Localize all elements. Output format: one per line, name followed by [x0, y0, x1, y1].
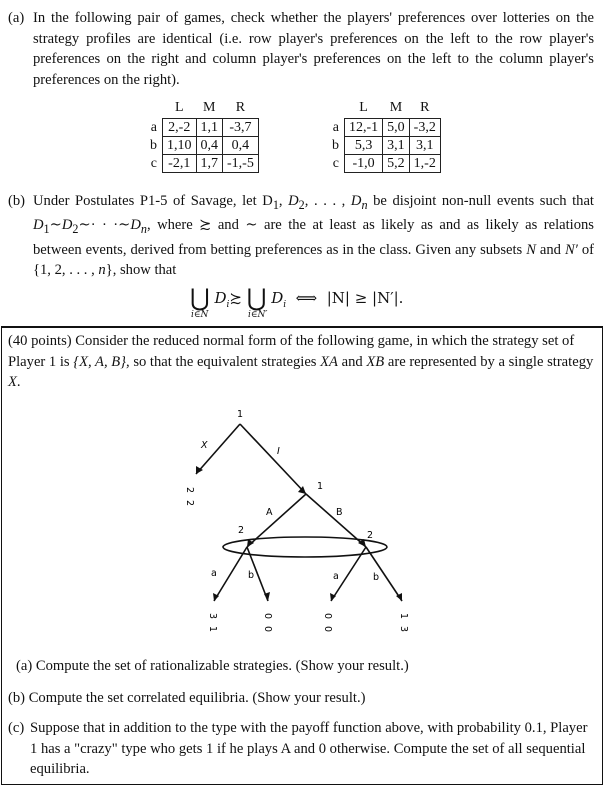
payoff-3-2: 0 [322, 626, 333, 633]
formula-sub-left: i∈N [191, 310, 209, 320]
payoff-cell: -3,7 [223, 119, 259, 137]
question-text: (40 points) Consider the reduced normal form of the following game, in which the strategy set of Player 1 is {X, A, B}, so that the equivalent strategies XA and XB are represented by a single strategy X. [8, 333, 594, 390]
payoff-4-2: 3 [398, 626, 409, 633]
row-label: a [332, 120, 339, 135]
col-header: R [235, 100, 246, 115]
part-a-label: (a) [8, 10, 25, 26]
action-a-left: a [211, 568, 217, 579]
payoff-cell: 5,2 [383, 155, 410, 173]
row-label: a [150, 120, 157, 135]
col-header: M [389, 100, 403, 115]
payoff-cell: 2,-2 [163, 119, 197, 137]
action-i: I [277, 446, 280, 457]
info-right-player: 2 [367, 530, 374, 541]
part-b-text: Under Postulates P1-5 of Savage, let $D_1$, $D_2$, . . . , $D_n$ be disjoint non-null events such that $D_1\sim D_2\sim\cdot$ · $\cdot\sim D_n$, where ≿ and ∼ are the at least as likely as and as likely as relations between events, derived from betting preferences as in the class. Given any subsets N and N′ of {1, 2, . . . , n}, show that [33, 193, 594, 279]
payoff-cell: 1,10 [163, 137, 197, 155]
payoff-cell: 1,1 [196, 119, 223, 137]
col-header: M [203, 100, 216, 115]
payoff-cell: 0,4 [196, 137, 223, 155]
col-header: R [420, 100, 430, 115]
col-header: L [174, 100, 184, 115]
payoff-x-2: 2 [184, 500, 195, 507]
payoff-cell: 12,-1 [345, 119, 383, 137]
sub-question-b: (b) Compute the set correlated equilibria. (Show your result.) [8, 690, 366, 706]
payoff-cell: 3,1 [383, 137, 410, 155]
action-x: X [201, 440, 208, 451]
row-label: c [332, 156, 339, 171]
sub-question-a: (a) Compute the set of rationalizable strategies. (Show your result.) [16, 658, 409, 674]
payoff-cell: 0,4 [223, 137, 259, 155]
payoff-cell: -2,1 [163, 155, 197, 173]
payoff-4-1: 1 [398, 613, 409, 620]
action-a-right: a [333, 571, 339, 582]
sub-question-c: (c) Suppose that in addition to the type with the payoff function above, with probability 0.1, Player 1 has a "crazy" type who gets 1 if he plays A and 0 otherwise. Compute the set of all sequential equilibria. [8, 720, 588, 777]
payoff-x-1: 2 [184, 487, 195, 494]
row-label: b [332, 138, 339, 153]
payoff-cell: 5,0 [383, 119, 410, 137]
root-player: 1 [237, 409, 244, 420]
payoff-cell: -1,0 [345, 155, 383, 173]
edge-rb [366, 547, 402, 601]
formula-sub-right: i∈N′ [248, 310, 268, 320]
col-header: L [359, 100, 368, 115]
formula: ⋃ $D_i≿$ ⋃ $D_i$ ⟺ |N| ≥ |N′|. i∈N i∈N′ [190, 284, 404, 320]
part-b-label: (b) [8, 193, 26, 209]
action-b-right: b [373, 572, 380, 583]
payoff-2-1: 0 [262, 613, 273, 620]
action-b-left: b [248, 570, 255, 581]
payoff-cell: -1,-5 [223, 155, 259, 173]
part-a-text: In the following pair of games, check whether the players' preferences over lotteries on the strategy profiles are identical (i.e. row player's preferences on the left to the row player's preferences on the right and column player's preferences on the left to the column player's preferences on the right). [33, 10, 594, 88]
action-B: B [336, 507, 343, 518]
row-label: b [150, 138, 157, 153]
payoff-1-1: 3 [207, 613, 218, 620]
payoff-cell: 3,1 [409, 137, 440, 155]
payoff-cell: -3,2 [409, 119, 440, 137]
payoff-cell: 5,3 [345, 137, 383, 155]
payoff-1-2: 1 [207, 626, 218, 633]
payoff-3-1: 0 [322, 613, 333, 620]
formula-result: |N| ≥ |N′|. [326, 289, 404, 307]
node2-player: 1 [317, 481, 324, 492]
payoff-cell: 1,-2 [409, 155, 440, 173]
edge-i [240, 424, 306, 494]
row-label: c [150, 156, 157, 171]
info-left-player: 2 [238, 525, 245, 536]
payoff-2-2: 0 [262, 626, 273, 633]
edge-la [214, 547, 247, 601]
action-A: A [266, 507, 273, 518]
payoff-cell: 1,7 [196, 155, 223, 173]
